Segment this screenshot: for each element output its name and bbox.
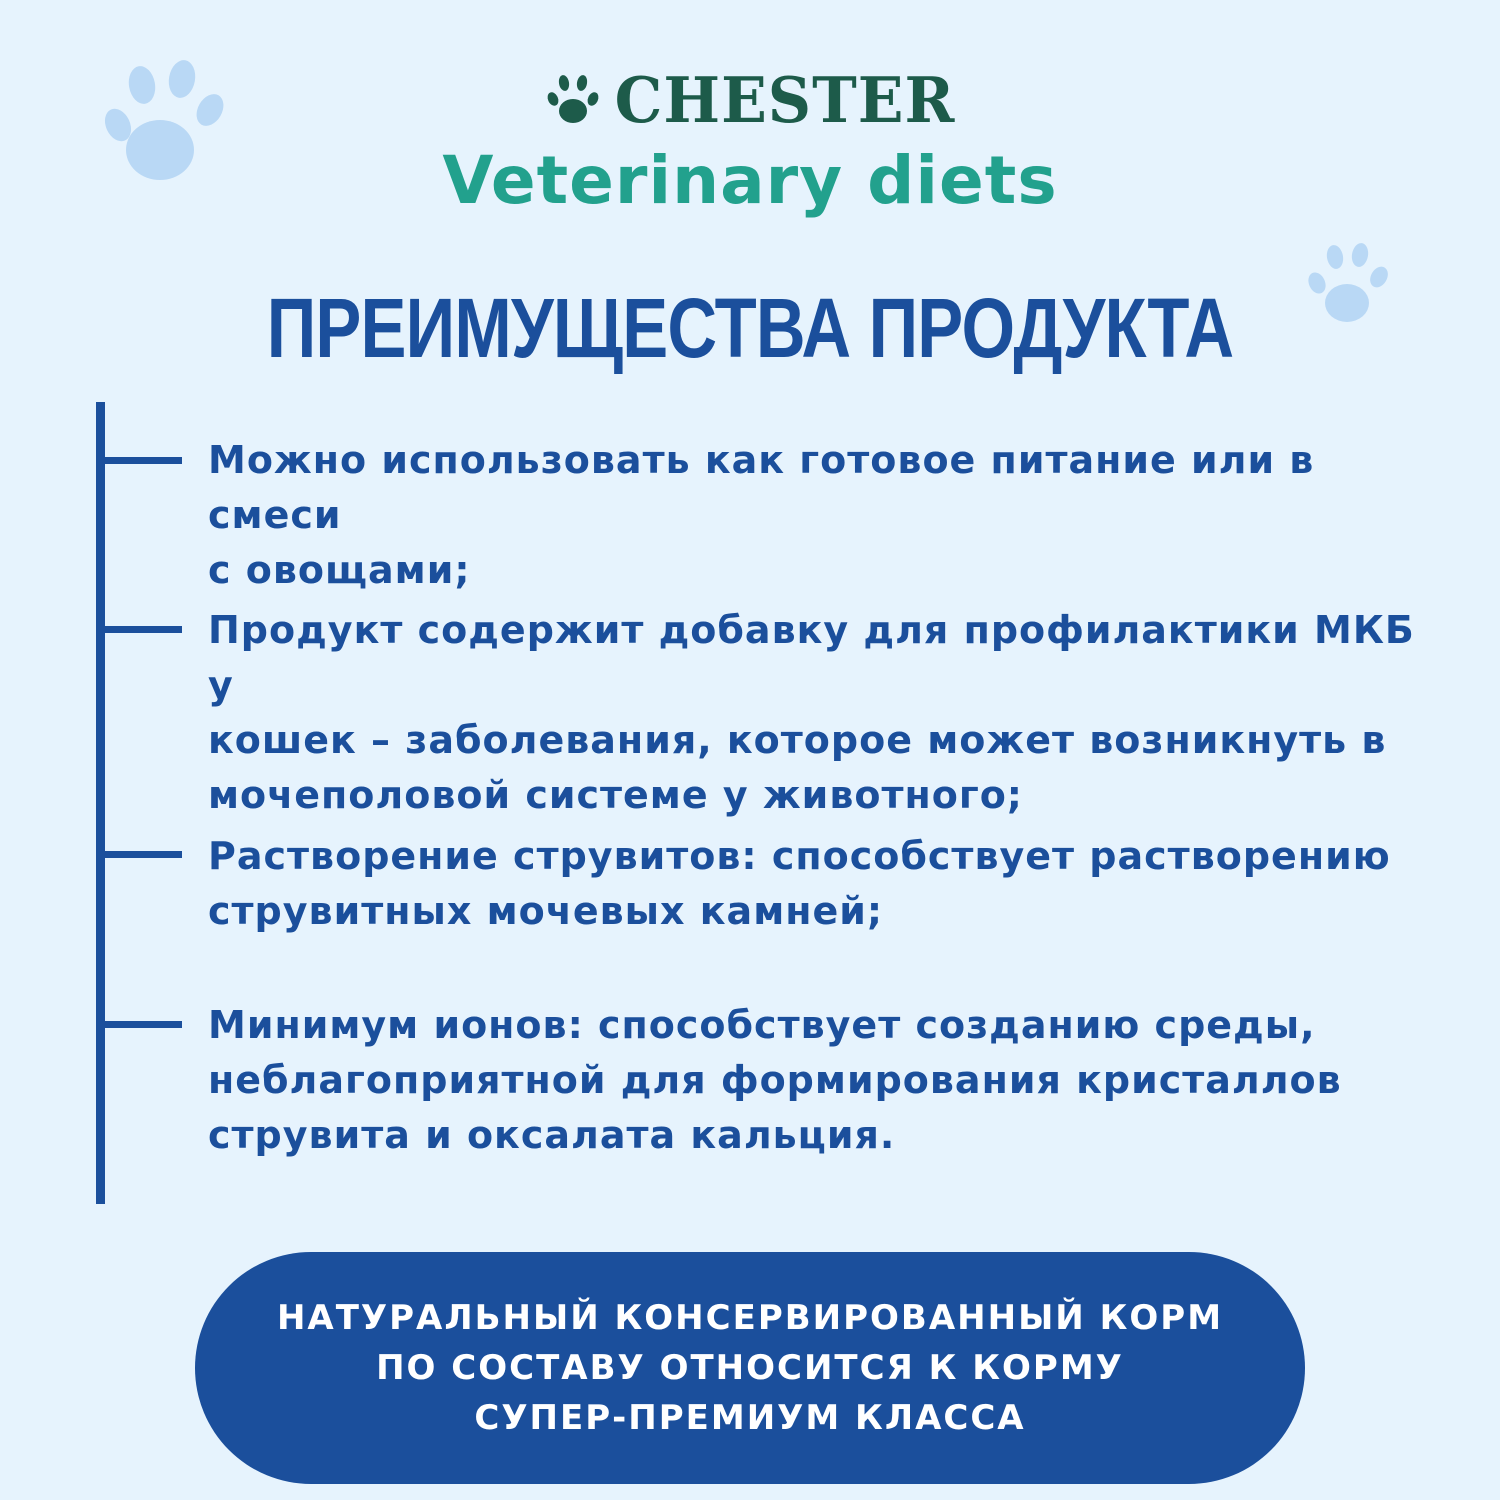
class-badge: [195, 1252, 1305, 1484]
brand-logo: [0, 66, 1500, 136]
timeline-tick: [105, 626, 182, 633]
benefit-line: с овощами;: [208, 548, 471, 592]
timeline-tick: [105, 1021, 182, 1028]
benefit-item: [208, 433, 1448, 598]
benefit-line: неблагоприятной для формирования кристаллов: [208, 1058, 1342, 1102]
badge-line: НАТУРАЛЬНЫЙ КОНСЕРВИРОВАННЫЙ КОРМ: [276, 1298, 1224, 1338]
benefit-item: [208, 829, 1448, 939]
benefit-item: [208, 603, 1448, 823]
timeline-tick: [105, 457, 182, 464]
badge-line: СУПЕР-ПРЕМИУМ КЛАССА: [474, 1398, 1026, 1438]
benefit-line: Растворение струвитов: способствует растворению: [208, 834, 1391, 878]
timeline-line: [96, 402, 105, 1204]
benefit-line: струвита и оксалата кальция.: [208, 1113, 896, 1157]
benefit-line: кошек – заболевания, которое может возникнуть в: [208, 718, 1387, 762]
benefit-line: Продукт содержит добавку для профилактики МКБ у: [208, 608, 1415, 707]
benefit-line: струвитных мочевых камней;: [208, 889, 884, 933]
paw-icon: [545, 73, 601, 129]
badge-line: ПО СОСТАВУ ОТНОСИТСЯ К КОРМУ: [376, 1348, 1124, 1388]
benefit-line: Можно использовать как готовое питание или в смеси: [208, 438, 1315, 537]
benefit-item: [208, 998, 1448, 1163]
page-title: ПРЕИМУЩЕСТВА ПРОДУКТА: [266, 281, 1234, 375]
brand-subtitle: Veterinary diets: [442, 142, 1058, 219]
benefit-line: Минимум ионов: способствует созданию среды,: [208, 1003, 1316, 1047]
timeline-tick: [105, 851, 182, 858]
benefit-line: мочеполовой системе у животного;: [208, 773, 1024, 817]
brand-name: CHESTER: [614, 64, 956, 138]
